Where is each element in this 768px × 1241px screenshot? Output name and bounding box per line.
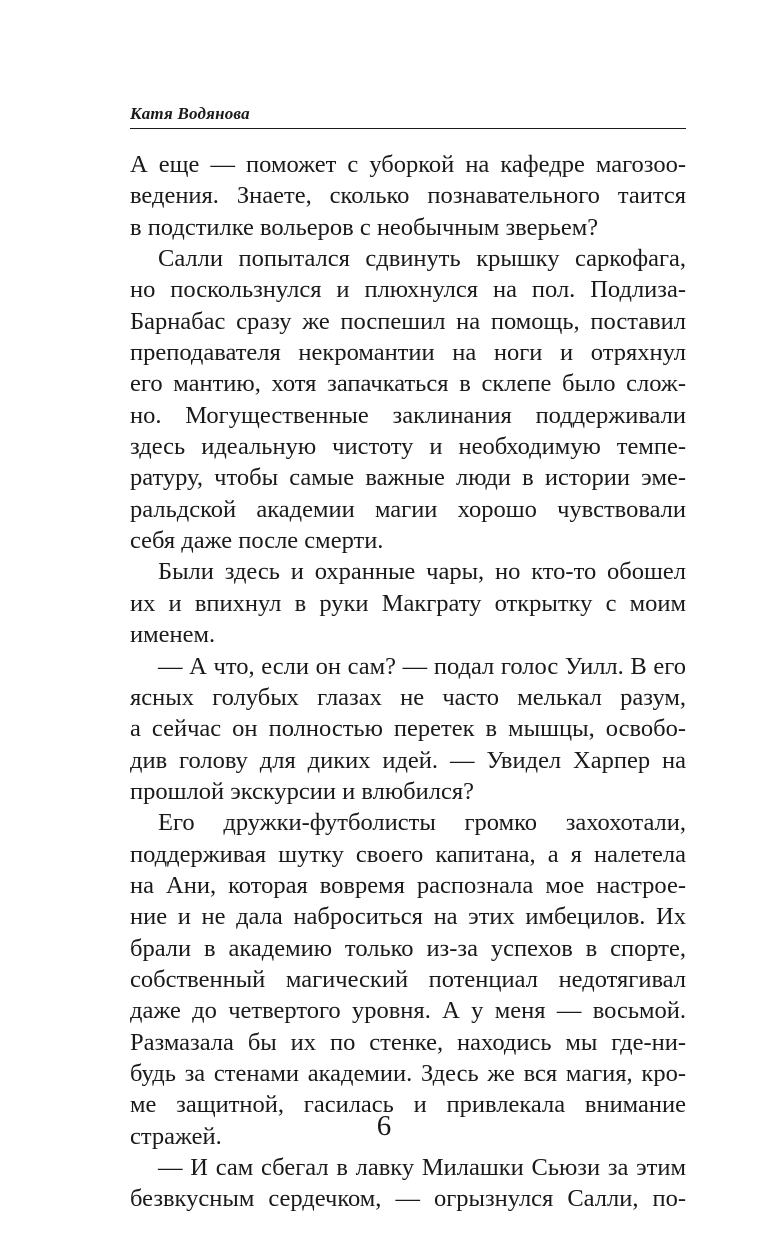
text-line: преподавателя некромантии на ноги и отряхнул xyxy=(130,339,686,367)
text-line: но. Могущественные заклинания поддерживали xyxy=(130,401,686,429)
text-line: Были здесь и охранные чары, но кто-то обошел xyxy=(158,558,686,586)
text-line: Барнабас сразу же поспешил на помощь, поставил xyxy=(130,307,686,335)
page-number: 6 xyxy=(376,1110,392,1142)
text-line: ральдской академии магии хорошо чувствовали xyxy=(130,495,686,523)
text-line: ведения. Знаете, сколько познавательного таится xyxy=(130,182,686,210)
text-line: ние и не дала наброситься на этих имбецилов. Их xyxy=(130,903,686,931)
text-line: себя даже после смерти. xyxy=(130,527,384,555)
text-line: именем. xyxy=(130,621,216,649)
text-line: их и впихнул в руки Макграту открытку с моим xyxy=(130,589,686,617)
text-line: в подстилке вольеров с необычным зверьем? xyxy=(130,213,599,241)
text-line: его мантию, хотя запачкаться в склепе было слож- xyxy=(130,370,686,398)
text-line: стражей. xyxy=(130,1122,222,1150)
text-line: — И сам сбегал в лавку Милашки Сьюзи за этим xyxy=(158,1154,686,1181)
text-line: но поскользнулся и плюхнулся на пол. Подлиза- xyxy=(130,276,686,304)
body-text xyxy=(130,149,686,1215)
running-head-author: Катя Водянова xyxy=(130,104,250,123)
text-line: собственный магический потенциал недотягивал xyxy=(130,965,686,993)
text-line: а сейчас он полностью перетек в мышцы, освобо- xyxy=(130,715,686,743)
text-line: — А что, если он сам? — подал голос Уилл. В его xyxy=(158,652,686,680)
text-line: А еще — поможет с уборкой на кафедре магозоо- xyxy=(130,151,686,178)
text-line: див голову для диких идей. — Увидел Харпер на xyxy=(130,746,686,774)
text-line: даже до четвертого уровня. А у меня — восьмой. xyxy=(130,997,686,1025)
text-line: здесь идеальную чистоту и необходимую темпе- xyxy=(130,433,686,461)
text-line: брали в академию только из-за успехов в спорте, xyxy=(130,934,686,962)
header-rule xyxy=(130,128,686,129)
text-line: ме защитной, гасилась и привлекала внимание xyxy=(130,1091,686,1119)
text-line: Размазала бы их по стенке, находись мы где-ни- xyxy=(130,1028,686,1056)
text-line: Салли попытался сдвинуть крышку саркофага, xyxy=(158,245,686,273)
text-line: поддерживая шутку своего капитана, а я налетела xyxy=(130,840,686,868)
text-line: Его дружки-футболисты громко захохотали, xyxy=(158,809,686,837)
text-line: ясных голубых глазах не часто мелькал разум, xyxy=(130,683,686,711)
text-line: ратуру, чтобы самые важные люди в истории эме- xyxy=(130,464,686,492)
text-line: прошлой экскурсии и влюбился? xyxy=(130,777,474,805)
text-line: будь за стенами академии. Здесь же вся магия, кро- xyxy=(130,1059,686,1087)
text-line: на Ани, которая вовремя распознала мое настрое- xyxy=(130,871,686,899)
text-line: безвкусным сердечком, — огрызнулся Салли, по- xyxy=(130,1185,686,1213)
